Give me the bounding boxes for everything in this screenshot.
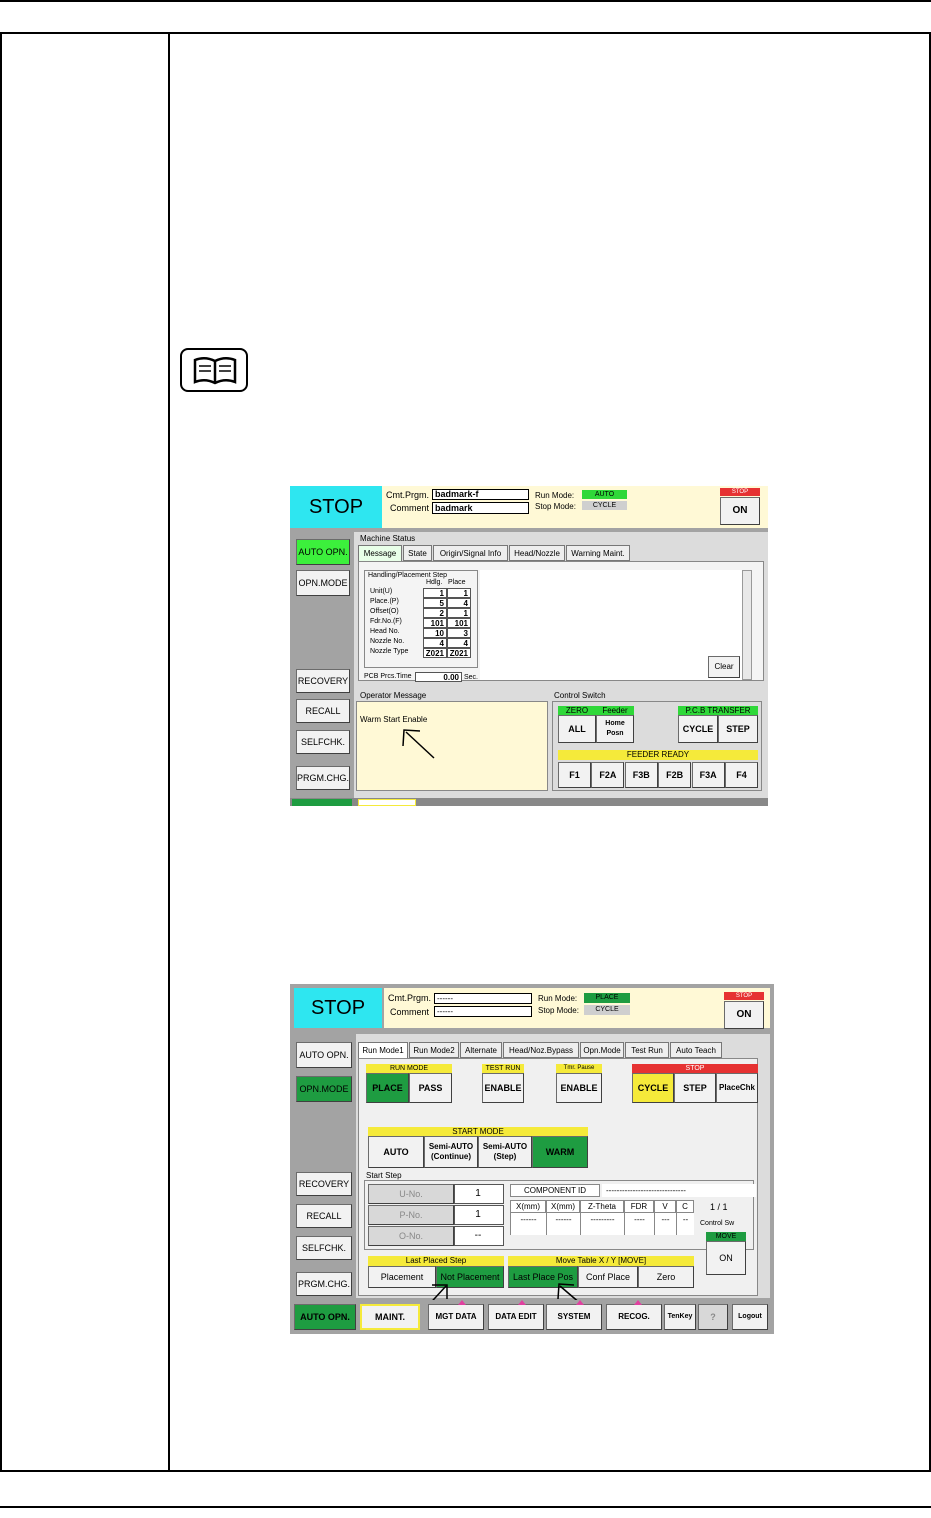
move-label: MOVE bbox=[706, 1232, 746, 1241]
comp-col-header: V bbox=[654, 1200, 676, 1213]
bottom-nav-button[interactable]: AUTO OPN. bbox=[294, 1304, 356, 1330]
stop-cycle-button[interactable]: CYCLE bbox=[632, 1073, 674, 1103]
pink-indicator bbox=[576, 1300, 584, 1305]
o-no-value: -- bbox=[454, 1226, 504, 1246]
p-no-value: 1 bbox=[454, 1205, 504, 1225]
bottom-maint-strip bbox=[358, 799, 416, 806]
side-prgm-chg-button[interactable]: PRGM.CHG. bbox=[296, 1272, 352, 1296]
hp-row-place: 4 bbox=[447, 638, 471, 648]
clear-button[interactable]: Clear bbox=[708, 656, 740, 678]
hp-row-hdlg: 101 bbox=[423, 618, 447, 628]
side-opn-mode-button[interactable]: OPN.MODE bbox=[296, 570, 350, 596]
comment-label: Comment bbox=[390, 1007, 430, 1017]
tab-run-mode[interactable]: Alternate bbox=[460, 1042, 502, 1058]
run-mode-badge: PLACE bbox=[584, 993, 630, 1003]
bottom-nav-button[interactable]: MAINT. bbox=[360, 1304, 420, 1330]
hp-row-label: Offset(O) bbox=[370, 608, 399, 615]
side-recovery-button[interactable]: RECOVERY bbox=[296, 1172, 352, 1196]
hp-row-place: 3 bbox=[447, 628, 471, 638]
hp-row-hdlg: 1 bbox=[423, 588, 447, 598]
tmr-pause-enable-button[interactable]: ENABLE bbox=[556, 1073, 602, 1103]
stop-on-button[interactable]: ON bbox=[720, 497, 760, 525]
comment-field[interactable]: badmark bbox=[432, 502, 529, 514]
machine-status-label: Machine Status bbox=[360, 534, 416, 543]
comp-id-label: COMPONENT ID bbox=[510, 1184, 600, 1197]
stop-mode-label: Stop Mode: bbox=[538, 1006, 579, 1015]
tab-run-mode[interactable]: Head/Noz.Bypass bbox=[503, 1042, 579, 1058]
comp-col-blank bbox=[654, 1225, 676, 1235]
hp-col-place: Place bbox=[448, 579, 466, 586]
stop-on-button[interactable]: ON bbox=[724, 1001, 764, 1029]
pass-button[interactable]: PASS bbox=[409, 1073, 452, 1103]
u-no-value: 1 bbox=[454, 1184, 504, 1204]
comp-col-value: --- bbox=[654, 1213, 676, 1225]
feeder-button[interactable]: F1 bbox=[558, 762, 591, 788]
bottom-auto-strip bbox=[292, 799, 352, 806]
tab-origin-signal[interactable]: Origin/Signal Info bbox=[433, 545, 508, 561]
stop-hdr: STOP bbox=[632, 1064, 758, 1073]
tab-run-mode[interactable]: Opn.Mode bbox=[580, 1042, 624, 1058]
screen-run-mode bbox=[290, 984, 774, 1334]
cmt-prgm-label: Cmt.Prgm. bbox=[388, 993, 432, 1003]
tab-bar bbox=[358, 545, 764, 561]
stop-red-badge: STOP bbox=[720, 488, 760, 496]
u-no-button[interactable]: U-No. bbox=[368, 1184, 454, 1204]
bottom-nav-button[interactable]: Logout bbox=[732, 1304, 768, 1330]
hp-row-hdlg: Z021 bbox=[423, 648, 447, 658]
comp-id-value: ------------------------------ bbox=[602, 1184, 756, 1197]
bottom-rule bbox=[0, 1506, 931, 1508]
control-sw-label: Control Sw bbox=[700, 1220, 735, 1227]
tab-run-mode[interactable]: Run Mode2 bbox=[409, 1042, 459, 1058]
comp-col-value: ---- bbox=[624, 1213, 654, 1225]
test-run-hdr: TEST RUN bbox=[482, 1064, 524, 1073]
tab-run-mode[interactable]: Test Run bbox=[625, 1042, 669, 1058]
hp-row-hdlg: 10 bbox=[423, 628, 447, 638]
hp-row-label: Nozzle No. bbox=[370, 638, 405, 645]
run-mode-hdr: RUN MODE bbox=[366, 1064, 452, 1073]
move-table-hdr: Move Table X / Y [MOVE] bbox=[508, 1256, 694, 1266]
pcb-step-button[interactable]: STEP bbox=[718, 715, 758, 743]
comp-col-blank bbox=[580, 1225, 624, 1235]
stop-red-badge: STOP bbox=[724, 992, 764, 1000]
zero-all-button[interactable]: ALL bbox=[558, 715, 596, 743]
pointer-arrow bbox=[398, 726, 438, 762]
control-switch-label: Control Switch bbox=[554, 691, 606, 700]
comp-col-blank bbox=[546, 1225, 580, 1235]
hp-row-label: Fdr.No.(F) bbox=[370, 618, 402, 625]
stop-mode-badge: CYCLE bbox=[584, 1005, 630, 1015]
feeder-button[interactable]: F4 bbox=[725, 762, 758, 788]
start-auto-button[interactable]: AUTO bbox=[368, 1136, 424, 1168]
conf-place-button[interactable]: Conf Place bbox=[578, 1266, 638, 1288]
pink-indicator bbox=[518, 1300, 526, 1305]
side-selfchk-button[interactable]: SELFCHK. bbox=[296, 730, 350, 754]
feeder-ready-label: FEEDER READY bbox=[558, 750, 758, 760]
hp-row-hdlg: 2 bbox=[423, 608, 447, 618]
book-icon bbox=[180, 348, 248, 392]
bottom-nav-button[interactable]: MGT DATA bbox=[428, 1304, 484, 1330]
bottom-nav-button[interactable]: DATA EDIT bbox=[488, 1304, 544, 1330]
comp-col-header: X(mm) bbox=[546, 1200, 580, 1213]
comp-col-blank bbox=[510, 1225, 546, 1235]
side-prgm-chg-button[interactable]: PRGM.CHG. bbox=[296, 766, 350, 790]
hp-row-label: Head No. bbox=[370, 628, 400, 635]
bottom-nav-button[interactable]: ? bbox=[698, 1304, 728, 1330]
message-scrollbar[interactable] bbox=[742, 570, 752, 680]
hp-col-hdlg: Hdlg. bbox=[426, 579, 443, 586]
not-placement-button[interactable]: Not Placement bbox=[436, 1266, 504, 1288]
comment-field[interactable]: ------ bbox=[434, 1006, 532, 1017]
pcb-cycle-button[interactable]: CYCLE bbox=[678, 715, 718, 743]
zero-button[interactable]: Zero bbox=[638, 1266, 694, 1288]
bottom-nav-button[interactable]: RECOG. bbox=[606, 1304, 662, 1330]
warm-button[interactable]: WARM bbox=[532, 1136, 588, 1168]
status-stop-banner: STOP bbox=[294, 988, 382, 1028]
tab-head-nozzle[interactable]: Head/Nozzle bbox=[509, 545, 565, 561]
semi-auto-continue-button[interactable]: Semi-AUTO (Continue) bbox=[424, 1136, 478, 1168]
top-rule bbox=[0, 0, 931, 2]
hp-row-label: Nozzle Type bbox=[370, 648, 409, 655]
feeder-label: Feeder bbox=[596, 706, 634, 715]
run-mode-label: Run Mode: bbox=[535, 491, 575, 500]
comp-col-header: Z-Theta bbox=[580, 1200, 624, 1213]
test-run-enable-button[interactable]: ENABLE bbox=[482, 1073, 524, 1103]
semi-auto-step-button[interactable]: Semi-AUTO (Step) bbox=[478, 1136, 532, 1168]
placechk-button[interactable]: PlaceChk bbox=[716, 1073, 758, 1103]
tab-run-mode[interactable]: Run Mode1 bbox=[358, 1042, 408, 1058]
cmt-prgm-field[interactable]: badmark-f bbox=[432, 489, 529, 500]
p-no-button[interactable]: P-No. bbox=[368, 1205, 454, 1225]
side-recovery-button[interactable]: RECOVERY bbox=[296, 669, 350, 693]
op-msg-text: Warm Start Enable bbox=[360, 715, 428, 724]
pcb-transfer-label: P.C.B TRANSFER bbox=[678, 706, 758, 715]
column-divider bbox=[168, 32, 170, 1472]
tab-bar bbox=[358, 1042, 758, 1058]
side-recall-button[interactable]: RECALL bbox=[296, 699, 350, 723]
page-indicator: 1 / 1 bbox=[710, 1202, 728, 1212]
side-opn-mode-button[interactable]: OPN.MODE bbox=[296, 1076, 352, 1102]
status-stop-banner: STOP bbox=[290, 486, 382, 528]
feeder-button[interactable]: F3A bbox=[692, 762, 725, 788]
tmr-pause-hdr: Tmr. Pause bbox=[556, 1064, 602, 1073]
stop-mode-label: Stop Mode: bbox=[535, 502, 576, 511]
comp-col-value: ------ bbox=[546, 1213, 580, 1225]
last-place-pos-button[interactable]: Last Place Pos bbox=[508, 1266, 578, 1288]
start-mode-hdr: START MODE bbox=[368, 1127, 588, 1136]
zero-label: ZERO bbox=[558, 706, 596, 715]
tab-warning-maint[interactable]: Warning Maint. bbox=[566, 545, 630, 561]
hp-row-label: Place.(P) bbox=[370, 598, 399, 605]
bottom-nav-button[interactable]: SYSTEM bbox=[546, 1304, 602, 1330]
pink-indicator bbox=[458, 1300, 466, 1305]
feeder-button[interactable]: F2A bbox=[591, 762, 624, 788]
placement-button[interactable]: Placement bbox=[368, 1266, 436, 1288]
hp-row-place: 4 bbox=[447, 598, 471, 608]
op-msg-label: Operator Message bbox=[360, 691, 427, 700]
feeder-button[interactable]: F3B bbox=[625, 762, 658, 788]
hp-row-place: 1 bbox=[447, 608, 471, 618]
tab-message[interactable]: Message bbox=[358, 545, 402, 561]
comp-col-header: C bbox=[676, 1200, 694, 1213]
hp-row-label: Unit(U) bbox=[370, 588, 393, 595]
run-mode-badge: AUTO bbox=[582, 490, 627, 499]
tab-run-mode[interactable]: Auto Teach bbox=[670, 1042, 722, 1058]
bottom-nav-button[interactable]: TenKey bbox=[664, 1304, 696, 1330]
home-posn-button[interactable]: Home Posn bbox=[596, 715, 634, 743]
place-button[interactable]: PLACE bbox=[366, 1073, 409, 1103]
comp-col-value: -- bbox=[676, 1213, 694, 1225]
side-selfchk-button[interactable]: SELFCHK. bbox=[296, 1236, 352, 1260]
message-text-area[interactable] bbox=[480, 570, 742, 680]
comp-col-value: ------ bbox=[510, 1213, 546, 1225]
comp-col-header: FDR bbox=[624, 1200, 654, 1213]
hp-row-place: 101 bbox=[447, 618, 471, 628]
cmt-prgm-label: Cmt.Prgm. bbox=[386, 490, 430, 500]
last-placed-hdr: Last Placed Step bbox=[368, 1256, 504, 1266]
pink-indicator bbox=[634, 1300, 642, 1305]
side-auto-opn-button[interactable]: AUTO OPN. bbox=[296, 539, 350, 565]
comp-col-value: --------- bbox=[580, 1213, 624, 1225]
comp-col-blank bbox=[676, 1225, 694, 1235]
cmt-prgm-field[interactable]: ------ bbox=[434, 993, 532, 1004]
hp-row-hdlg: 5 bbox=[423, 598, 447, 608]
pcb-time-value: 0.00 bbox=[415, 672, 462, 682]
side-recall-button[interactable]: RECALL bbox=[296, 1204, 352, 1228]
tab-state[interactable]: State bbox=[403, 545, 432, 561]
o-no-button[interactable]: O-No. bbox=[368, 1226, 454, 1246]
hp-row-place: 1 bbox=[447, 588, 471, 598]
comp-col-header: X(mm) bbox=[510, 1200, 546, 1213]
hp-title: Handling/Placement Step bbox=[368, 572, 447, 579]
pcb-time-label: PCB Prcs.Time bbox=[364, 673, 412, 680]
hp-row-hdlg: 4 bbox=[423, 638, 447, 648]
comp-col-blank bbox=[624, 1225, 654, 1235]
stop-step-button[interactable]: STEP bbox=[674, 1073, 716, 1103]
start-step-label: Start Step bbox=[366, 1171, 402, 1180]
hp-row-place: Z021 bbox=[447, 648, 471, 658]
stop-mode-badge: CYCLE bbox=[582, 501, 627, 510]
pcb-time-unit: Sec. bbox=[464, 674, 479, 681]
feeder-button[interactable]: F2B bbox=[658, 762, 691, 788]
side-auto-opn-button[interactable]: AUTO OPN. bbox=[296, 1042, 352, 1068]
move-on-button[interactable]: ON bbox=[706, 1241, 746, 1275]
screen-machine-status bbox=[290, 486, 768, 806]
run-mode-label: Run Mode: bbox=[538, 994, 578, 1003]
comment-label: Comment bbox=[390, 503, 430, 513]
